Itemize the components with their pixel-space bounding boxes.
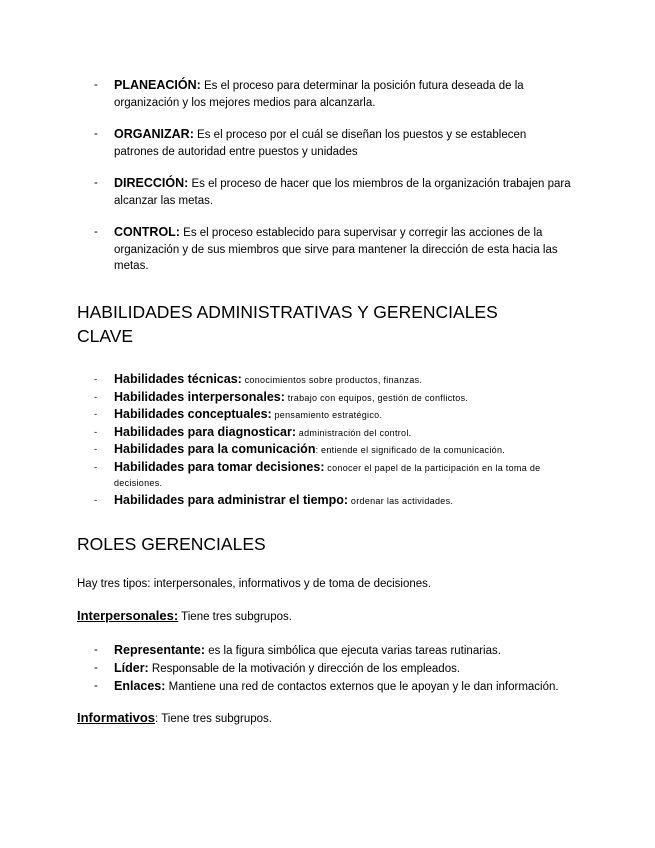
skill-term: Habilidades técnicas:	[114, 372, 242, 386]
skill-text: pensamiento estratégico.	[271, 410, 383, 420]
role-term: Representante:	[114, 643, 205, 657]
bullet: -	[94, 494, 98, 506]
list-item	[94, 372, 584, 389]
bullet: -	[94, 444, 98, 455]
definition-text: Es el proceso de hacer que los miembros de la organización trabajen para alcanzar las metas.	[114, 178, 571, 207]
bullet: -	[94, 662, 98, 674]
list-item	[94, 77, 574, 111]
list-item	[94, 442, 584, 459]
term: DIRECCIÓN:	[114, 176, 189, 190]
bullet: -	[94, 79, 98, 91]
definitions-list	[94, 77, 574, 290]
skill-term: Habilidades para la comunicación	[114, 442, 316, 456]
bullet: -	[94, 409, 98, 420]
list-item	[94, 660, 594, 678]
role-text: es la figura simbólica que ejecuta varias tareas rutinarias.	[205, 645, 501, 657]
skill-term: Habilidades para tomar decisiones:	[114, 459, 325, 474]
bullet: -	[94, 226, 98, 238]
list-item	[94, 126, 574, 160]
list-item	[94, 642, 594, 660]
skill-term: Habilidades para diagnosticar:	[114, 424, 296, 439]
bullet: -	[94, 374, 98, 385]
roles-list	[94, 642, 594, 696]
section-heading-habilidades: HABILIDADES ADMINISTRATIVAS Y GERENCIALES CLAVE	[77, 302, 498, 346]
bullet: -	[94, 391, 98, 403]
definition-text: Es el proceso para determinar la posición futura deseada de la organización y los mejores medios para alcanzarla.	[114, 80, 524, 109]
bullet: -	[94, 177, 98, 189]
skill-text: conocer el papel de la participación en la toma de decisiones.	[114, 462, 541, 488]
role-term: Líder:	[114, 661, 149, 675]
definition-text: Es el proceso por el cuál se diseñan los puestos y se establecen patrones de autoridad entre puestos y unidades	[114, 129, 527, 158]
roles-intro: Hay tres tipos: interpersonales, informativos y de toma de decisiones.	[77, 578, 432, 590]
skill-term: Habilidades para administrar el tiempo:	[114, 492, 349, 507]
list-item	[94, 425, 584, 442]
list-item	[94, 460, 584, 492]
skills-list	[94, 372, 584, 510]
interpersonales-subheading	[77, 608, 292, 625]
definition-text: Es el proceso establecido para supervisar y corregir las acciones de la organización y de sus miembros que sirve para mantener la dirección de esta hacia las metas.	[114, 227, 558, 272]
skill-text: conocimientos sobre productos, finanzas.	[241, 375, 423, 385]
list-item	[94, 678, 594, 696]
term: ORGANIZAR:	[114, 127, 194, 141]
skill-text: ordenar las actividades.	[348, 495, 454, 506]
skill-text: trabajo con equipos, gestión de conflictos.	[284, 392, 469, 403]
subheading-label: Informativos	[77, 710, 156, 725]
bullet: -	[94, 644, 98, 656]
term: CONTROL:	[114, 225, 180, 239]
bullet: -	[94, 426, 98, 438]
subheading-label: Interpersonales:	[77, 608, 179, 623]
skill-term: Habilidades conceptuales:	[114, 407, 272, 421]
section-heading-roles: ROLES GERENCIALES	[77, 534, 266, 554]
skill-text: : entiende el significado de la comunicación.	[315, 445, 506, 455]
bullet: -	[94, 680, 98, 692]
list-item	[94, 224, 574, 275]
role-text: Responsable de la motivación y dirección de los empleados.	[148, 663, 461, 675]
skill-term: Habilidades interpersonales:	[114, 389, 285, 404]
subheading-text: Tiene tres subgrupos.	[178, 611, 292, 623]
bullet: -	[94, 128, 98, 140]
bullet: -	[94, 461, 98, 473]
list-item	[94, 390, 584, 407]
skill-text: administración del control.	[296, 427, 412, 438]
role-term: Enlaces:	[114, 679, 166, 693]
informativos-subheading	[77, 710, 272, 727]
list-item	[94, 407, 584, 424]
term: PLANEACIÓN:	[114, 78, 201, 92]
subheading-text: : Tiene tres subgrupos.	[155, 713, 272, 725]
list-item	[94, 493, 584, 510]
list-item	[94, 175, 574, 209]
role-text: Mantiene una red de contactos externos que le apoyan y le dan información.	[165, 681, 559, 693]
